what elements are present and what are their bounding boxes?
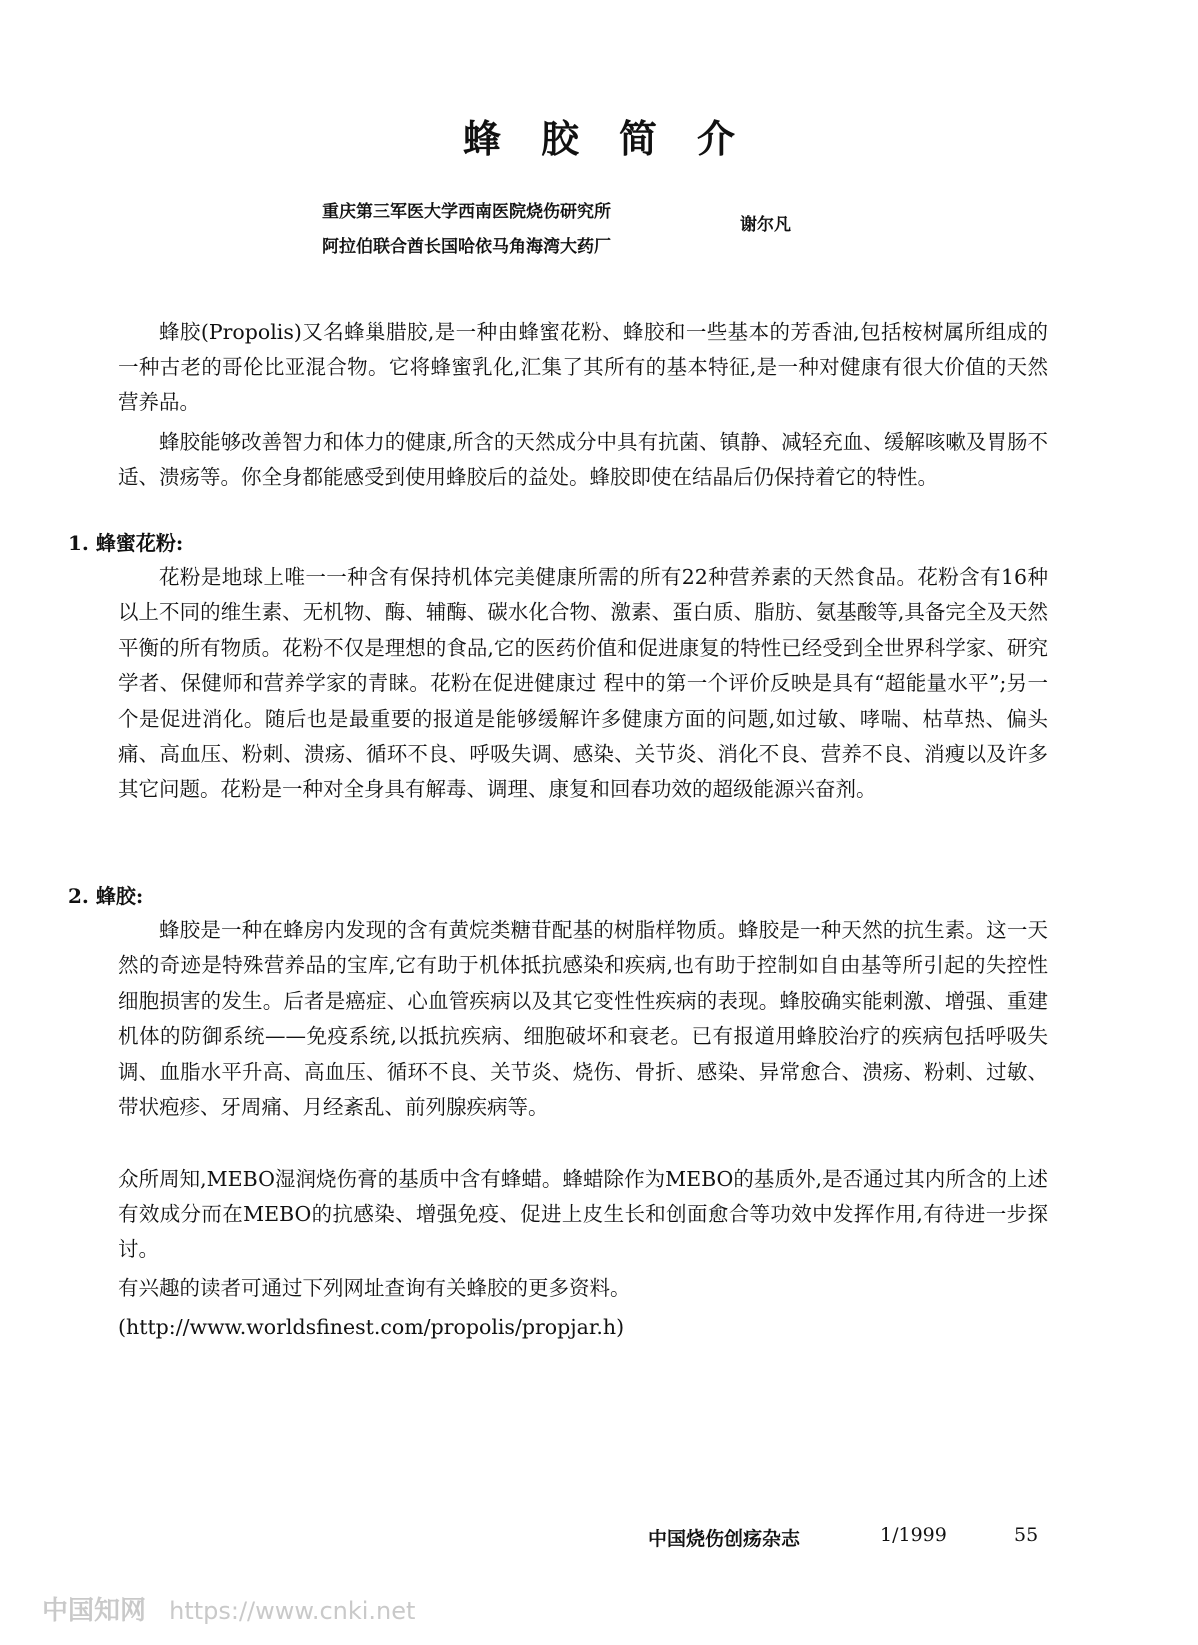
cnki-url: https://www.cnki.net (169, 1597, 416, 1625)
cnki-watermark (42, 1590, 415, 1627)
article-title: 蜂胶简介 (462, 116, 775, 161)
section-body-propolis (118, 913, 1048, 1125)
closing-paragraph: 众所周知,MEBO湿润烧伤膏的基质中含有蜂蜡。蜂蜡除作为MEBO的基质外,是否通过其内所含的上述有效成分而在MEBO的抗感染、增强免疫、促进上皮生长和创面愈合等功效中发挥作用,有待进一步探讨。 (118, 1167, 1048, 1261)
affiliation-1: 重庆第三军医大学西南医院烧伤研究所 (322, 202, 611, 222)
journal-name: 中国烧伤创疡杂志 (648, 1528, 801, 1550)
affiliation-2: 阿拉伯联合酋长国哈依马角海湾大药厂 (322, 237, 611, 257)
journal-issue: 1/1999 (880, 1524, 947, 1546)
closing-text (118, 1162, 1048, 1349)
section-paragraph-pollen: 花粉是地球上唯一一种含有保持机体完美健康所需的所有22种营养素的天然食品。花粉含有16种以上不同的维生素、无机物、酶、辅酶、碳水化合物、激素、蛋白质、脂肪、氨基酸等,具备完全及天然平衡的所有物质。花粉不仅是理想的食品,它的医药价值和促进康复的特性已经受到全世界科学家、研究学者、保健师和营养学家的青睐。花粉在促进健康过 程中的第一个评价反映是具有“超能量水平”;另一个是促进消化。随后也是最重要的报道是能够缓解许多健康方面的问题,如过敏、哮喘、枯草热、偏头痛、高血压、粉刺、溃疡、循环不良、呼吸失调、感染、关节炎、消化不良、营养不良、消瘦以及许多其它问题。花粉是一种对全身具有解毒、调理、康复和回春功效的超级能源兴奋剂。 (118, 565, 1048, 802)
readers-note: 有兴趣的读者可通过下列网址查询有关蜂胶的更多资料。 (118, 1276, 631, 1300)
section-body-pollen (118, 560, 1048, 808)
cnki-logo: 中国知网 (42, 1596, 147, 1626)
intro-paragraph-1: 蜂胶(Propolis)又名蜂巢腊胶,是一种由蜂蜜花粉、蜂胶和一些基本的芳香油,包括桉树属所组成的一种古老的哥伦比亚混合物。它将蜂蜜乳化,汇集了其所有的基本特征,是一种对健康有很大价值的天然营养品。 (118, 320, 1048, 414)
section-heading-pollen: 1. 蜂蜜花粉: (68, 531, 184, 555)
section-paragraph-propolis: 蜂胶是一种在蜂房内发现的含有黄烷类糖苷配基的树脂样物质。蜂胶是一种天然的抗生素。这一天然的奇迹是特殊营养品的宝库,它有助于机体抵抗感染和疾病,也有助于控制如自由基等所引起的失控性细胞损害的发生。后者是癌症、心血管疾病以及其它变性性疾病的表现。蜂胶确实能刺激、增强、重建机体的防御系统——免疫系统,以抵抗疾病、细胞破坏和衰老。已有报道用蜂胶治疗的疾病包括呼吸失调、血脂水平升高、高血压、循环不良、关节炎、烧伤、骨折、感染、异常愈合、溃疡、粉刺、过敏、带状疱疹、牙周痛、月经紊乱、前列腺疾病等。 (118, 918, 1048, 1120)
intro-text (118, 315, 1048, 495)
section-heading-propolis: 2. 蜂胶: (68, 884, 144, 908)
intro-paragraph-2: 蜂胶能够改善智力和体力的健康,所含的天然成分中具有抗菌、镇静、减轻充血、缓解咳嗽及胃肠不适、溃疡等。你全身都能感受到使用蜂胶后的益处。蜂胶即使在结晶后仍保持着它的特性。 (118, 430, 1048, 489)
reference-url: (http://www.worldsfinest.com/propolis/propjar.h) (118, 1315, 625, 1339)
author-name: 谢尔凡 (740, 215, 791, 235)
affiliations (322, 195, 611, 265)
page-number: 55 (1014, 1524, 1039, 1546)
